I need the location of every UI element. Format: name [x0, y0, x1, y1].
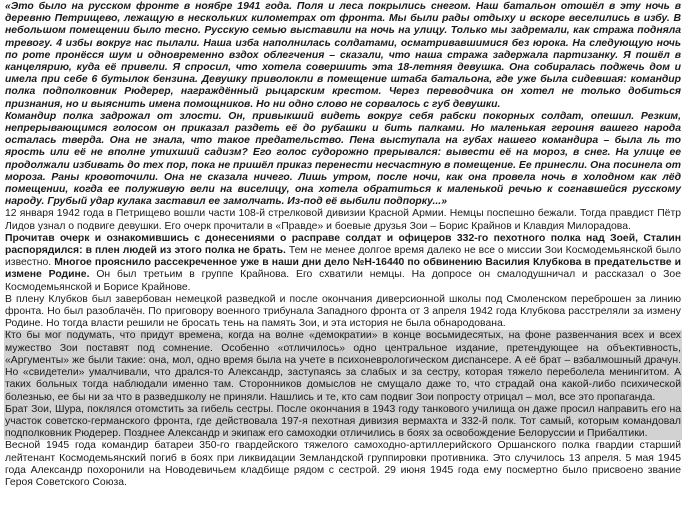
- order-paragraph: [4, 233, 682, 294]
- quote-paragraph-1: «Это было на русском фронте в ноябре 1941 года. Поля и леса покрылись снегом. Наш батальон отошёл в эту ночь в деревню Петрищево, лежащую в нескольких километрах от фронта. Мы были рады отдыху и вскоре веселились в избу. В небольшом помещении было тесно. Русскую семью выставили на ночь на улицу. Только мы задремали, как стража подняла тревогу. 4 избы вокруг нас пылали. Наша изба наполнилась солдатами, осматривавшимися без юрока. На следующую ночь по ротe пронёсся шум и одновременно вздох облегчения – сказали, что наша стража задержала партизанку. Я пошёл в канцелярию, куда её привели. Я спросил, что хотела совершить эта 18-летняя девушка. Она собиралась поджечь дом и имела при себе 6 бутылок бензина. Девушку приволокли в помещение штаба батальона, где уже была сидевшая: командир полка подполковник Рюдерер, награждённый рыцарским крестом. Через переводчика он хотел не только добиться признания, но и выяснить имена помощников. Но ни одно слово не сорвалось с губ девушки.: [5, 1, 681, 110]
- capture-paragraph: 12 января 1942 года в Петрищево вошли части 108-й стрелковой дивизии Красной Армии. Немцы поспешно бежали. Тогда правдист Пётр Лидов узнал о подвиге девушки. Его очерк прочитали в «Правде» и боевые друзья Зои – Борис Крайнов и Клавдия Милорадова.: [5, 208, 681, 232]
- democracy-paragraph: Кто бы мог подумать, что придут времена, когда на волне «демократии» в конце восьмидесятых, на фоне развенчания всех и всех мужество Зои поставят под сомнение. Особенно «отличилось» одно центральное издание, претендующее на объективность, «Аргументы» же были такие: она, мол, одно время была на учете в психоневрологическом диспансере. А её брат – взбалмошный драчун. Но «свидетели» умалчивали, что дрался-то Александр, заступаясь за слабых и за сестру, которая тяжело переболела менингитом. А таких больных тогда наблюдали именно там. Сторонников домыслов не смущало даже то, что страдай она какой-либо психической болезнью, ее бы ни за что в разведшколу не приняли. Нашлись и те, кто сам подвиг Зои попросту отрицал – мол, все это пропаганда.: [5, 330, 681, 403]
- spring-paragraph: Весной 1945 года командир батареи 350-го гвардейского тяжелого самоходно-артиллерийского Оршанского полка гвардии старший лейтенант Космодемьянский погиб в боях при ликвидации Земландской группировки противника. Это случилось 13 апреля. 5 мая 1945 года Александр похоронили на Новодевичьем кладбище рядом с сестрой. 29 июня 1945 года ему посмертно было присвоено звание Героя Советского Союза.: [5, 440, 681, 488]
- quote-paragraph-2: Командир полка задрожал от злости. Он, привыкший видеть вокруг себя рабски покорных солдат, опешил. Резким, непрерывающимся голосом он приказал раздеть её до рубашки и бить палками. Но маленькая героиня вашего народа осталась тверда. Она не знала, что такое предательство. Пена выступала на губах нашего командира – была ль то ярость или её не вполне утихший садизм? Его голос судорожно прерывался: вывести её на мороз, в снег. На улице ее продолжали избивать до тех пор, пока не пришёл приказ перенести несчастную в помещение. Ее принесли. Она посинела от мороза. Раны кровоточили. Она не сказала ничего. Лишь утром, после ночи, как она провела ночь в холодном как лёд помещении, когда ее полуживую вели на виселицу, она хотела обратиться к маленькой речью к согнавшейся русскому народу. Грубый удар кулака заставил ее замолчать. Из-под её выбили подпорку...»: [5, 110, 681, 208]
- order-bold-2: Многое прояснило рассекреченное уже в наши дни дело №Н-16440 по обвинению Василия Клубкова в предательстве и измене Родине.: [5, 257, 682, 281]
- klubkov-paragraph: В плену Клубков был завербован немецкой разведкой и после окончания диверсионной школы под Смоленском переброшен за линию фронта. Но был разоблачён. По приговору военного трибунала Западного фронта от 3 апреля 1942 года Клубкова расстреляли за измену Родине. Но тогда власти решили не бросать тень на память Зои, и эта история не была обнародована.: [5, 293, 681, 330]
- order-bold: Прочитав очерк и ознакомившись с донесениями о расправе солдат и офицеров 332-го пехотного полка над Зоей, Сталин распорядился: в плен людей из этого полка не брать.: [5, 232, 681, 257]
- brother-paragraph: Брат Зои, Шура, поклялся отомстить за гибель сестры. После окончания в 1943 году танкового училища он даже просил направить его на участок советско-германского фронта, где действовала 197-я пехотная дивизия вермахта и 332-й полк. Тот самый, которым командовал подполковник Рюдерер. Позднее Александр и экипаж его самоходки отличились в боях за освобождение Белоруссии и Прибалтики.: [5, 403, 681, 440]
- order-rest-2: Он был третьим в группе Крайнова. Его схватили немцы. На допросе он смалодушничал и рассказал о Зое Космодемьянской и Борисе Крайнове.: [5, 269, 681, 293]
- order-rest: Тем не менее долгое время далеко не все о миссии Зои Космодемьянской было известно.: [5, 245, 681, 269]
